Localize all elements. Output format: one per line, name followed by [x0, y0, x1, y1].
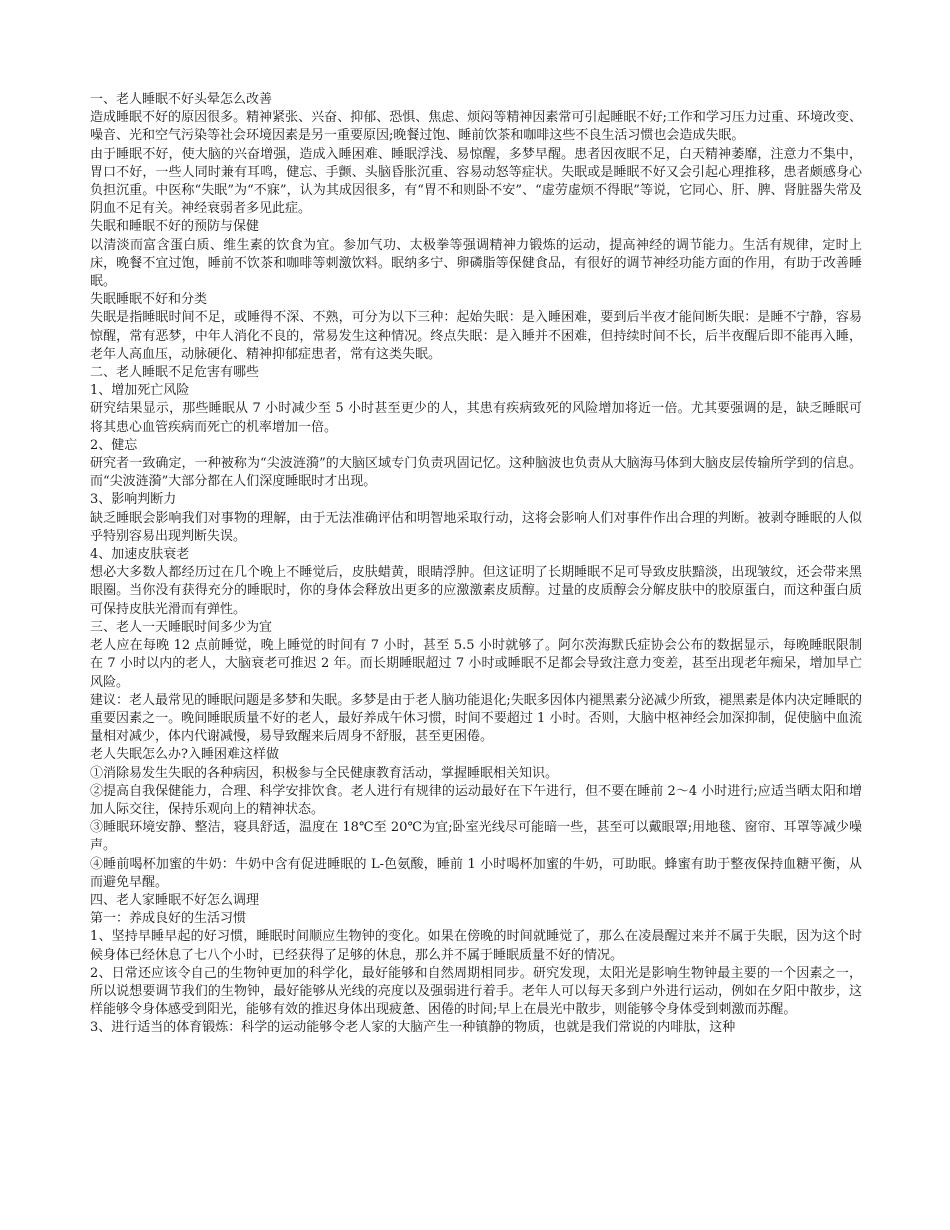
paragraph: 建议：老人最常见的睡眠问题是多梦和失眠。多梦是由于老人脑功能退化;失眠多因体内褪黑素分泌减少所致，褪黑素是体内决定睡眠的重要因素之一。晚间睡眠质量不好的老人，最好养成午休习惯，时间不要超过 1 小时。否则，大脑中枢神经会加深抑制，促使脑中血流量相对减少，体内代谢减慢，易导致醒来后周身不舒服，甚至更困倦。 [90, 692, 862, 745]
paragraph: 研究结果显示，那些睡眠从 7 小时减少至 5 小时甚至更少的人，其患有疾病致死的风险增加将近一倍。尤其要强调的是，缺乏睡眠可将其患心血管疾病而死亡的机率增加一倍。 [90, 401, 862, 435]
document-body [90, 91, 862, 1038]
list-item: ④睡前喝杯加蜜的牛奶：牛奶中含有促进睡眠的 L-色氨酸，睡前 1 小时喝杯加蜜的牛奶，可助眠。蜂蜜有助于整夜保持血糖平衡，从而避免早醒。 [90, 856, 862, 890]
subheading: 2、健忘 [90, 437, 138, 453]
subheading: 3、影响判断力 [90, 492, 177, 508]
paragraph: 研究者一致确定，一种被称为“尖波涟漪”的大脑区域专门负责巩固记忆。这种脑波也负责从大脑海马体到大脑皮层传输所学到的信息。而“尖波涟漪”大部分都在人们深度睡眠时才出现。 [90, 456, 862, 490]
heading-section-4: 四、老人家睡眠不好怎么调理 [90, 892, 260, 908]
subheading: 1、增加死亡风险 [90, 383, 190, 399]
paragraph: 以清淡而富含蛋白质、维生素的饮食为宜。参加气功、太极拳等强调精神力锻炼的运动，提高神经的调节能力。生活有规律，定时上床，晚餐不宜过饱，睡前不饮茶和咖啡等刺激饮料。眠纳多宁、卵磷脂等保健食品，有很好的调节神经功能方面的作用，有助于改善睡眠。 [90, 237, 862, 290]
subheading: 第一：养成良好的生活习惯 [90, 911, 247, 927]
list-item: 1、坚持早睡早起的好习惯，睡眠时间顺应生物钟的变化。如果在傍晚的时间就睡觉了，那么在凌晨醒过来并不属于失眠，因为这个时候身体已经休息了七八个小时，已经获得了足够的休息，那么并不属于睡眠质量不好的情况。 [90, 929, 862, 963]
subheading: 失眠睡眠不好和分类 [90, 292, 208, 308]
list-item: 2、日常还应该令自己的生物钟更加的科学化，最好能够和自然周期相同步。研究发现，太阳光是影响生物钟最主要的一个因素之一，所以说想要调节我们的生物钟，最好能够从光线的亮度以及强弱进行着手。老年人可以每天多到户外进行运动，例如在夕阳中散步，这样能够令身体感受到阳光，能够有效的推迟身体出现疲惫、困倦的时间;早上在晨光中散步，则能够令身体受到刺激而苏醒。 [90, 965, 862, 1018]
paragraph: 缺乏睡眠会影响我们对事物的理解，由于无法准确评估和明智地采取行动，这将会影响人们对事件作出合理的判断。被剥夺睡眠的人似乎特别容易出现判断失误。 [90, 510, 862, 544]
heading-section-2: 二、老人睡眠不足危害有哪些 [90, 365, 260, 381]
subheading: 4、加速皮肤衰老 [90, 547, 190, 563]
paragraph: 造成睡眠不好的原因很多。精神紧张、兴奋、抑郁、恐惧、焦虑、烦闷等精神因素常可引起睡眠不好;工作和学习压力过重、环境改变、噪音、光和空气污染等社会环境因素是另一重要原因;晚餐过饱、睡前饮茶和咖啡这些不良生活习惯也会造成失眠。 [90, 110, 862, 144]
subheading: 老人失眠怎么办?入睡困难这样做 [90, 747, 279, 763]
list-item: ③睡眠环境安静、整洁，寝具舒适，温度在 18℃至 20℃为宜;卧室光线尽可能暗一些，甚至可以戴眼罩;用地毯、窗帘、耳罩等减少噪声。 [90, 820, 862, 854]
subheading: 失眠和睡眠不好的预防与保健 [90, 219, 260, 235]
list-item: ①消除易发生失眠的各种病因，积极参与全民健康教育活动，掌握睡眠相关知识。 [90, 765, 559, 781]
paragraph: 失眠是指睡眠时间不足，或睡得不深、不熟，可分为以下三种：起始失眠：是入睡困难，要到后半夜才能间断失眠：是睡不宁静，容易惊醒，常有恶梦，中年人消化不良的，常易发生这种情况。终点失眠：是入睡并不困难，但持续时间不长，后半夜醒后即不能再入睡，老年人高血压，动脉硬化、精神抑郁症患者，常有这类失眠。 [90, 310, 862, 362]
heading-section-1: 一、老人睡眠不好头晕怎么改善 [90, 92, 273, 107]
list-item: ②提高自我保健能力，合理、科学安排饮食。老人进行有规律的运动最好在下午进行，但不要在睡前 2～4 小时进行;应适当晒太阳和增加人际交往，保持乐观向上的精神状态。 [90, 783, 862, 817]
paragraph: 想必大多数人都经历过在几个晚上不睡觉后，皮肤蜡黄，眼睛浮肿。但这证明了长期睡眠不足可导致皮肤黯淡，出现皱纹，还会带来黑眼圈。当你没有获得充分的睡眠时，你的身体会释放出更多的应激激素皮质醇。过量的皮质醇会分解皮肤中的胶原蛋白，而这种蛋白质可保持皮肤光滑而有弹性。 [90, 565, 862, 617]
list-item: 3、进行适当的体育锻炼：科学的运动能够令老人家的大脑产生一种镇静的物质，也就是我们常说的内啡肽，这种 [90, 1020, 736, 1036]
paragraph: 老人应在每晚 12 点前睡觉，晚上睡觉的时间有 7 小时，甚至 5.5 小时就够了。阿尔茨海默氏症协会公布的数据显示，每晚睡眠限制在 7 小时以内的老人，大脑衰老可推迟 2 年。而长期睡眠超过 7 小时或睡眠不足都会导致注意力变差，甚至出现老年痴呆，增加早亡风险。 [90, 638, 862, 690]
heading-section-3: 三、老人一天睡眠时间多少为宜 [90, 619, 273, 635]
paragraph: 由于睡眠不好，使大脑的兴奋增强，造成入睡困难、睡眠浮浅、易惊醒，多梦早醒。患者因夜眠不足，白天精神萎靡，注意力不集中，胃口不好，一些人同时兼有耳鸣，健忘、手颤、头脑昏胀沉重、容易动怒等症状。失眠或是睡眠不好又会引起心理推移，患者颇感身心负担沉重。中医称“失眠”为“不寐”，认为其成因很多，有“胃不和则卧不安”、“虚劳虚烦不得眠”等说，它同心、肝、脾、肾脏器失常及阴血不足有关。神经衰弱者多见此症。 [90, 146, 862, 217]
